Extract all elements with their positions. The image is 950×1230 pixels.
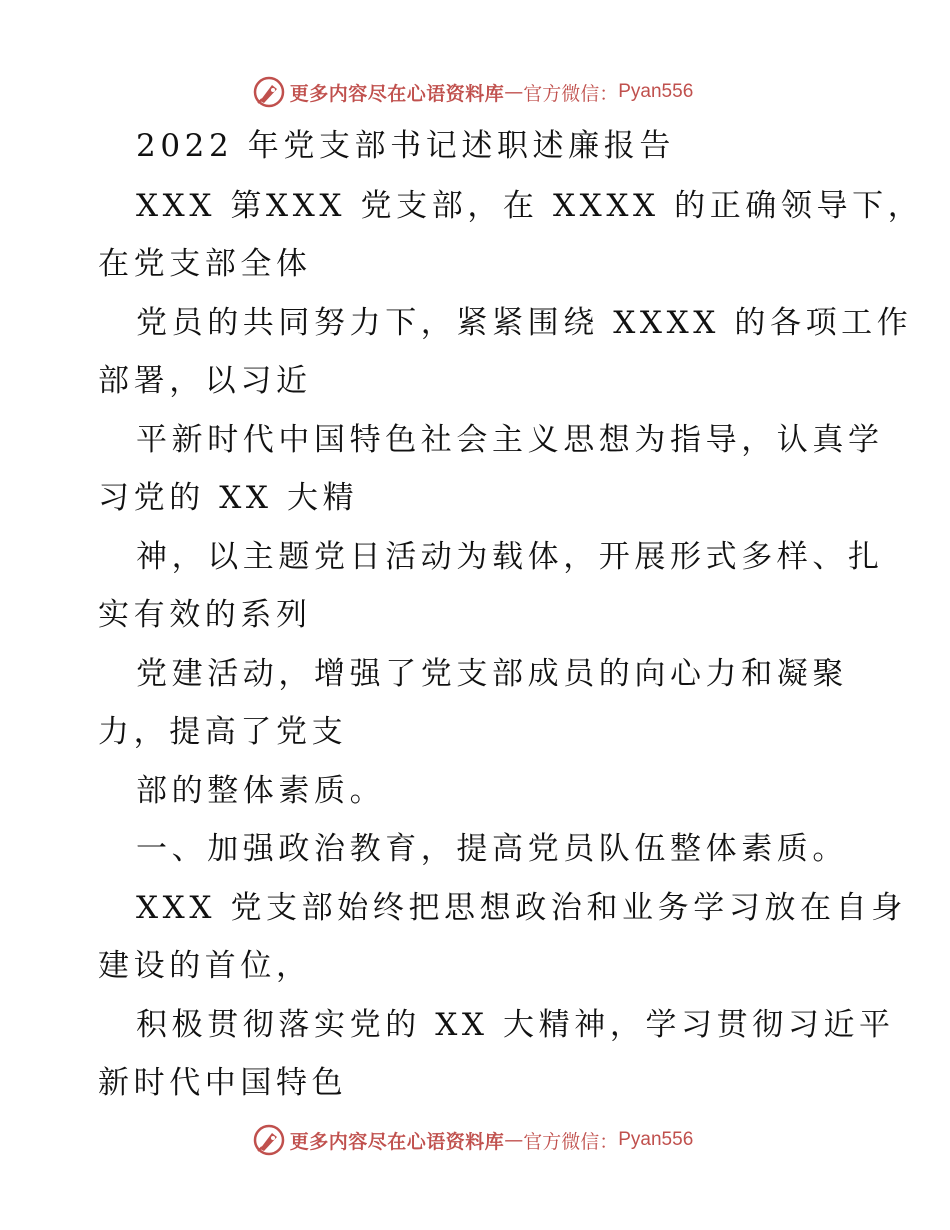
pen-nib-logo-icon	[252, 75, 286, 109]
banner-wechat-id: Pyan556	[618, 1129, 694, 1150]
paragraph-line: 实有效的系列	[98, 597, 312, 633]
paragraph-line: 积极贯彻落实党的 XX 大精神，学习贯彻习近平	[136, 1007, 895, 1043]
paragraph-line: 神，以主题党日活动为载体，开展形式多样、扎	[136, 539, 884, 575]
pen-nib-logo-icon	[252, 1123, 286, 1157]
paragraph-line: 部的整体素质。	[136, 773, 386, 809]
banner-official-label: 官方微信：	[523, 82, 619, 105]
section-heading: 一、加强政治教育，提高党员队伍整体素质。	[136, 831, 848, 867]
document-title: 2022 年党支部书记述职述廉报告	[136, 128, 675, 164]
paragraph-line: 建设的首位，	[98, 948, 312, 984]
paragraph-line: 部署，以习近	[98, 363, 312, 399]
paragraph-line: 力，提高了党支	[98, 714, 348, 750]
banner-brand: 更多内容尽在心语资料库	[289, 82, 505, 105]
banner-dash: —	[504, 81, 524, 103]
paragraph-line: 党员的共同努力下，紧紧围绕 XXXX 的各项工作	[136, 305, 913, 341]
paragraph-line: 习党的 XX 大精	[98, 480, 359, 516]
paragraph-line: 在党支部全体	[98, 246, 312, 282]
banner-brand: 更多内容尽在心语资料库	[289, 1130, 505, 1153]
paragraph-line: XXX 党支部始终把思想政治和业务学习放在自身	[136, 890, 907, 926]
footer-banner	[0, 1120, 950, 1160]
paragraph-line: XXX 第XXX 党支部，在 XXXX 的正确领导下，	[136, 188, 924, 224]
paragraph-line: 平新时代中国特色社会主义思想为指导，认真学	[136, 422, 884, 458]
banner-dash: —	[504, 1129, 524, 1151]
paragraph-line: 党建活动，增强了党支部成员的向心力和凝聚	[136, 656, 848, 692]
paragraph-line: 新时代中国特色	[98, 1065, 348, 1101]
banner-official-label: 官方微信：	[523, 1130, 619, 1153]
header-banner	[0, 72, 950, 112]
banner-wechat-id: Pyan556	[618, 81, 694, 102]
